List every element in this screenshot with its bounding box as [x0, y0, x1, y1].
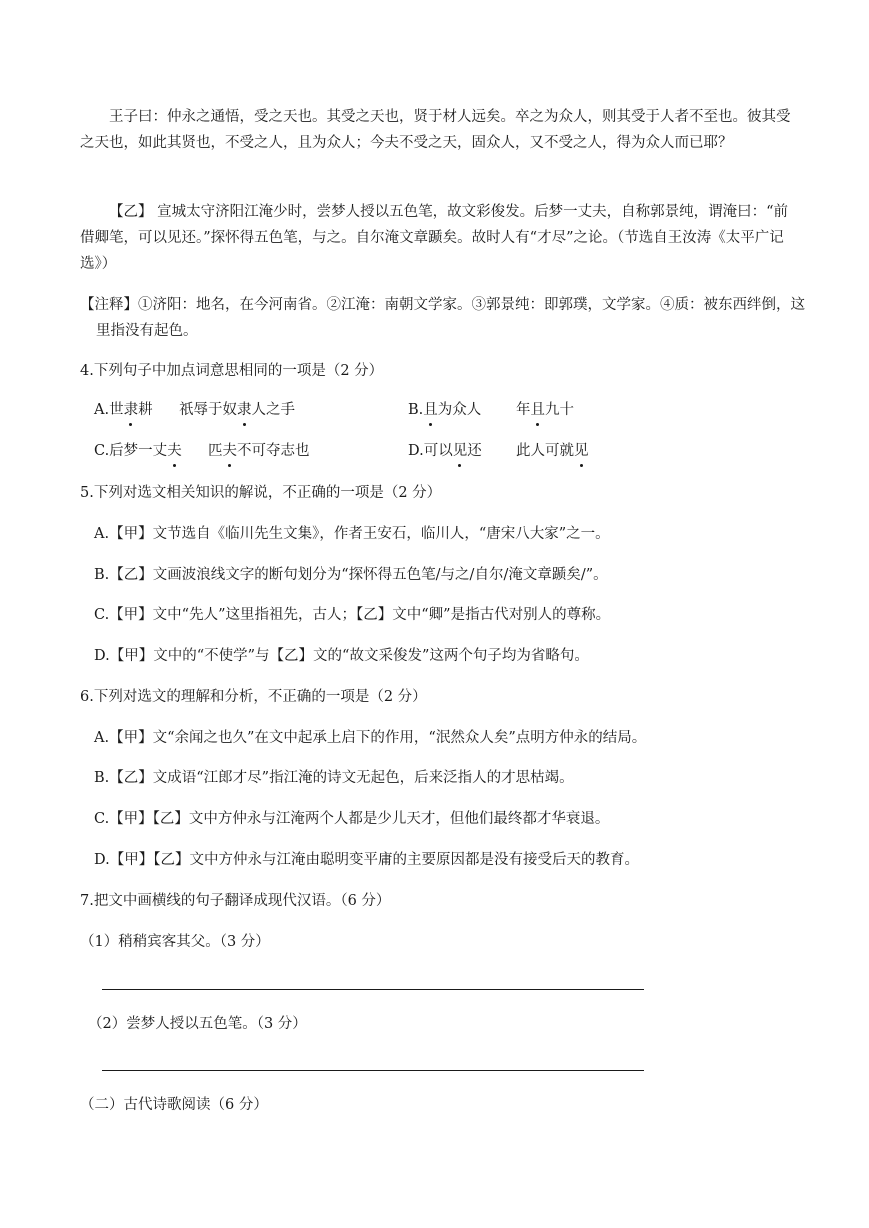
q4-option-c-second: 匹夫不可夺志也	[208, 443, 310, 459]
q4-option-d: D.可以见还	[408, 443, 482, 459]
q5-option-d: D.【甲】文中的“不使学”与【乙】文的“故文采俊发”这两个句子均为省略句。	[94, 648, 589, 664]
q4-option-b: B.且为众人	[408, 402, 482, 418]
annotation-note: 【注释】①济阳：地名，在今河南省。②江淹：南朝文学家。③郭景纯：即郭璞，文学家。④质：被东西绊倒，这里指没有起色。	[80, 297, 805, 339]
passage-yi: 【乙】 宣城太守济阳江淹少时，尝梦人授以五色笔，故文彩俊发。后梦一丈夫，自称郭景纯，谓淹曰：“前借卿笔，可以见还。”探怀得五色笔，与之。自尔淹文章踬矣。故时人有“才尽”之论。（节选自王汝涛《太平广记选》）	[80, 204, 789, 272]
q6-option-a: A.【甲】文“余闻之也久”在文中起承上启下的作用，“泯然众人矣”点明方仲永的结局。	[94, 730, 647, 746]
q4-option-c: C.后梦一丈夫	[94, 443, 182, 459]
dotted-char: 夫	[222, 443, 237, 459]
answer-line-1[interactable]	[102, 989, 644, 990]
dotted-char: 见	[574, 443, 589, 459]
q4-option-b-second: 年且九十	[516, 402, 574, 418]
q4-option-d-second: 此人可就见	[516, 443, 589, 459]
section-heading-poetry: （二）古代诗歌阅读（6 分）	[80, 1097, 268, 1113]
q6-option-d: D.【甲】【乙】文中方仲永与江淹由聪明变平庸的主要原因都是没有接受后天的教育。	[94, 852, 639, 868]
q5-option-c: C.【甲】文中“先人”这里指祖先，古人；【乙】文中“卿”是指古代对别人的尊称。	[94, 607, 611, 623]
q7-sentence-2: （2）尝梦人授以五色笔。（3 分）	[88, 1016, 307, 1032]
passage-jia-conclusion: 王子曰：仲永之通悟，受之天也。其受之天也，贤于材人远矣。卒之为众人，则其受于人者不至也。彼其受之天也，如此其贤也，不受之人，且为众人；今夫不受之天，固众人，又不受之人，得为众人而已耶？	[80, 109, 791, 151]
question-6-stem: 6.下列对选文的理解和分析，不正确的一项是（2 分）	[80, 689, 427, 705]
q6-option-b: B.【乙】文成语“江郎才尽”指江淹的诗文无起色，后来泛指人的才思枯竭。	[94, 770, 574, 786]
dotted-char: 夫	[167, 443, 182, 459]
dotted-char: 且	[530, 402, 545, 418]
q5-option-b: B.【乙】文画波浪线文字的断句划分为“探怀得五色笔/与之/自尔/淹文章踬矣/”。	[94, 567, 608, 583]
dotted-char: 见	[452, 443, 468, 459]
question-7-stem: 7.把文中画横线的句子翻译成现代汉语。（6 分）	[80, 893, 391, 909]
q4-option-a-second: 祇辱于奴隶人之手	[179, 402, 295, 418]
q5-option-a: A.【甲】文节选自《临川先生文集》，作者王安石，临川人，“唐宋八大家”之一。	[94, 526, 610, 542]
question-5-stem: 5.下列对选文相关知识的解说，不正确的一项是（2 分）	[80, 485, 442, 501]
dotted-char: 隶	[237, 402, 252, 418]
dotted-char: 隶	[123, 402, 139, 418]
answer-line-2[interactable]	[102, 1070, 644, 1071]
question-4-stem: 4.下列句子中加点词意思相同的一项是（2 分）	[80, 363, 384, 379]
q4-option-a: A.世隶耕	[94, 402, 153, 418]
q7-sentence-1: （1）稍稍宾客其父。（3 分）	[80, 934, 270, 950]
q6-option-c: C.【甲】【乙】文中方仲永与江淹两个人都是少儿天才，但他们最终都才华衰退。	[94, 811, 610, 827]
dotted-char: 且	[423, 402, 438, 418]
